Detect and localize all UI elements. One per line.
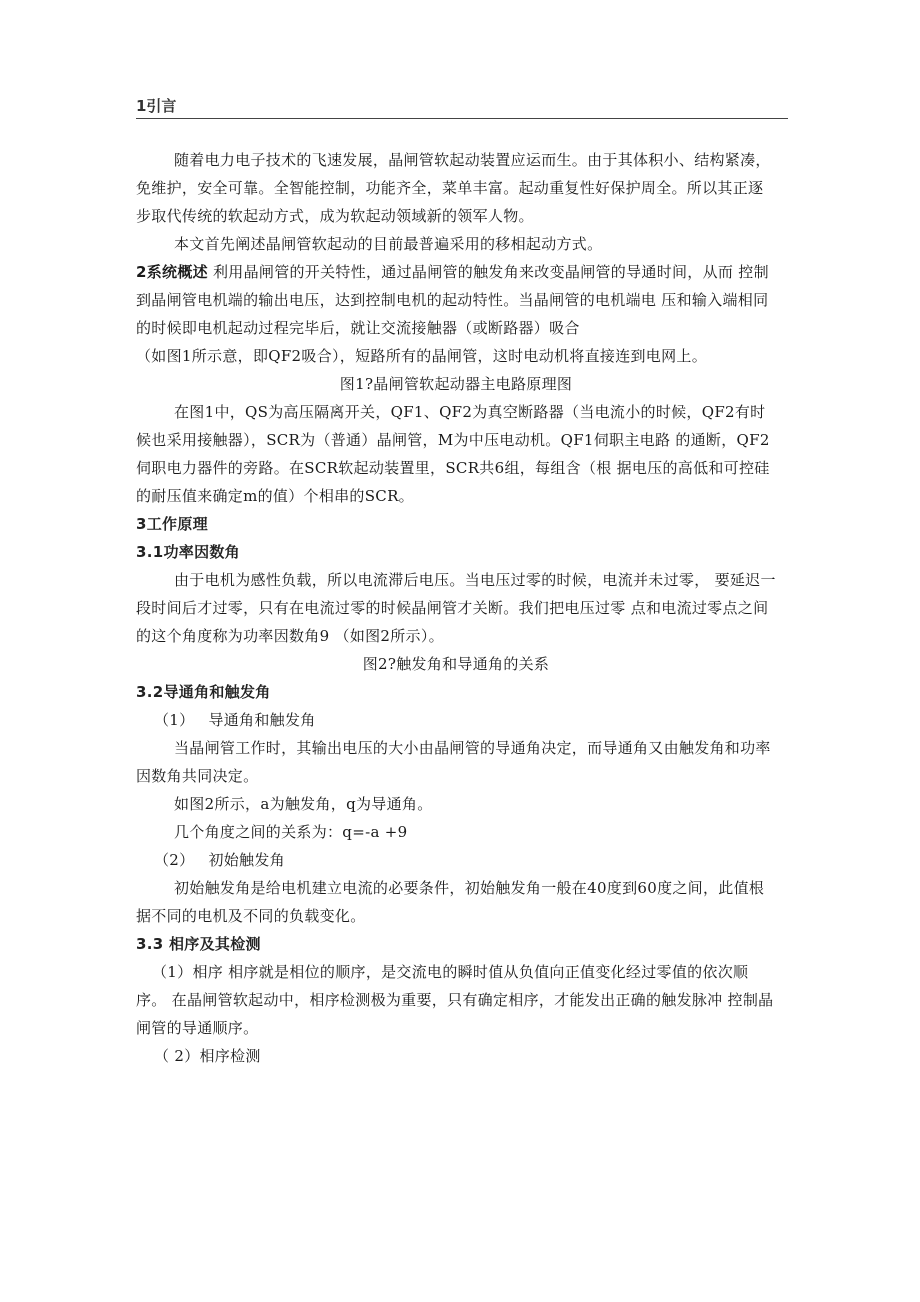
intro-paragraph-2: 本文首先阐述晶闸管软起动的目前最普遍采用的移相起动方式。 <box>174 235 603 253</box>
item-2-title: 初始触发角 <box>208 851 285 869</box>
page-header <box>136 96 788 119</box>
figure-1-description: 在图1中，QS为高压隔离开关，QF1、QF2为真空断路器（当电流小的时候，QF2有时候也采用接触器），SCR为（普通）晶闸管，M为中压电动机。QF1伺职主电路 的通断，QF2伺职电力器件的旁路。在SCR软起动装置里，SCR共6组，每组含（根 据电压的高低和可控硅的耐压值来确定m的值）个相串的SCR。 <box>136 403 770 505</box>
section-2-heading: 2系统概述 <box>136 263 208 281</box>
figure-2-caption: 图2?触发角和导通角的关系 <box>362 655 550 673</box>
section-3-2-item-2 <box>136 846 776 874</box>
section-3-2-paragraph-1: 当晶闸管工作时，其输出电压的大小由晶闸管的导通角决定，而导通角又由触发角和功率因数角共同决定。 <box>136 739 771 785</box>
section-3-1-text: 由于电机为感性负载，所以电流滞后电压。当电压过零的时候，电流并未过零， 要延迟一段时间后才过零，只有在电流过零的时候晶闸管才关断。我们把电压过零 点和电流过零点之间的这个角度称为功率因数角9 （如图2所示）。 <box>136 571 776 645</box>
item-1-number: （1） <box>154 711 195 729</box>
section-3-1-heading: 3.1功率因数角 <box>136 543 240 561</box>
section-2-continuation: （如图1所示意，即QF2吸合），短路所有的晶闸管，这时电动机将直接连到电网上。 <box>136 347 707 365</box>
section-3-2-paragraph-4: 初始触发角是给电机建立电流的必要条件，初始触发角一般在40度到60度之间，此值根据不同的电机及不同的负载变化。 <box>136 879 765 925</box>
section-3-3-paragraph-2: （ 2）相序检测 <box>154 1047 261 1065</box>
section-3-3-heading: 3.3 相序及其检测 <box>136 935 261 953</box>
section-3-2-item-1 <box>136 706 776 734</box>
item-2-number: （2） <box>154 851 195 869</box>
item-1-title: 导通角和触发角 <box>208 711 316 729</box>
section-2-text: 利用晶闸管的开关特性，通过晶闸管的触发角来改变晶闸管的导通时间，从而 控制到晶闸管电机端的输出电压，达到控制电机的起动特性。当晶闸管的电机端电 压和输入端相同的时候即电机起动过程完毕后，就让交流接触器（或断路器）吸合 <box>136 263 769 337</box>
figure-1-caption: 图1?晶闸管软起动器主电路原理图 <box>339 375 573 393</box>
section-2-paragraph <box>136 258 776 342</box>
section-3-2-heading: 3.2导通角和触发角 <box>136 683 271 701</box>
section-3-2-paragraph-2: 如图2所示，a为触发角，q为导通角。 <box>174 795 433 813</box>
document-body <box>136 146 776 1070</box>
header-title: 1引言 <box>136 97 177 115</box>
section-3-heading: 3工作原理 <box>136 515 208 533</box>
section-3-3-paragraph-1: （1）相序 相序就是相位的顺序，是交流电的瞬时值从负值向正值变化经过零值的依次顺序。 在晶闸管软起动中，相序检测极为重要，只有确定相序，才能发出正确的触发脉冲 控制晶闸管的导通顺序。 <box>136 963 774 1037</box>
intro-paragraph-1: 随着电力电子技术的飞速发展，晶闸管软起动装置应运而生。由于其体积小、结构紧凑，免维护，安全可靠。全智能控制，功能齐全，菜单丰富。起动重复性好保护周全。所以其正逐步取代传统的软起动方式，成为软起动领域新的领军人物。 <box>136 151 771 225</box>
section-3-2-paragraph-3: 几个角度之间的关系为：q=-a +9 <box>174 823 408 841</box>
